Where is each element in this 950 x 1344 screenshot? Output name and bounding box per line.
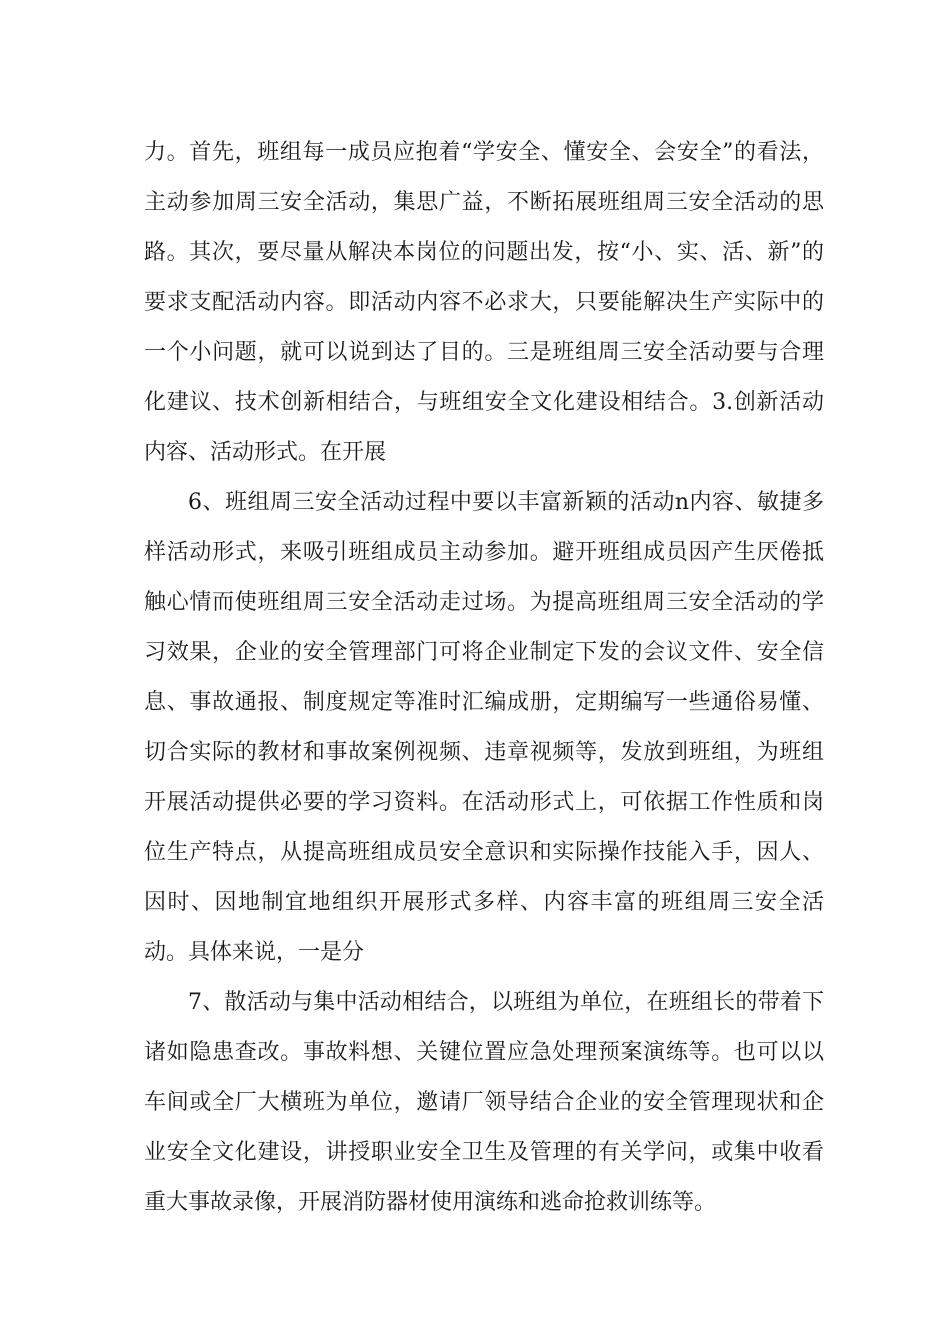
- document-body: [144, 128, 824, 1228]
- paragraph-6: 6、班组周三安全活动过程中要以丰富新颖的活动n内容、敏捷多样活动形式，来吸引班组成员主动参加。避开班组成员因产生厌倦抵触心情而使班组周三安全活动走过场。为提高班组周三安全活动的学习效果，企业的安全管理部门可将企业制定下发的会议文件、安全信息、事故通报、制度规定等准时汇编成册，定期编写一些通俗易懂、切合实际的教材和事故案例视频、违章视频等，发放到班组，为班组开展活动提供必要的学习资料。在活动形式上，可依据工作性质和岗位生产特点，从提高班组成员安全意识和实际操作技能入手，因人、因时、因地制宜地组织开展形式多样、内容丰富的班组周三安全活动。具体来说，一是分: [144, 490, 824, 965]
- paragraph-7: 7、散活动与集中活动相结合，以班组为单位，在班组长的带着下诸如隐患查改。事故料想、关键位置应急处理预案演练等。也可以以车间或全厂大横班为单位，邀请厂领导结合企业的安全管理现状和企业安全文化建设，讲授职业安全卫生及管理的有关学问，或集中收看重大事故录像，开展消防器材使用演练和逃命抢救训练等。: [144, 990, 824, 1215]
- paragraph-continued: 力。首先，班组每一成员应抱着“学安全、懂安全、会安全”的看法，主动参加周三安全活动，集思广益，不断拓展班组周三安全活动的思路。其次，要尽量从解决本岗位的问题出发，按“小、实、活、新”的要求支配活动内容。即活动内容不必求大，只要能解决生产实际中的一个小问题，就可以说到达了目的。三是班组周三安全活动要与合理化建议、技术创新相结合，与班组安全文化建设相结合。3.创新活动内容、活动形式。在开展: [144, 140, 824, 465]
